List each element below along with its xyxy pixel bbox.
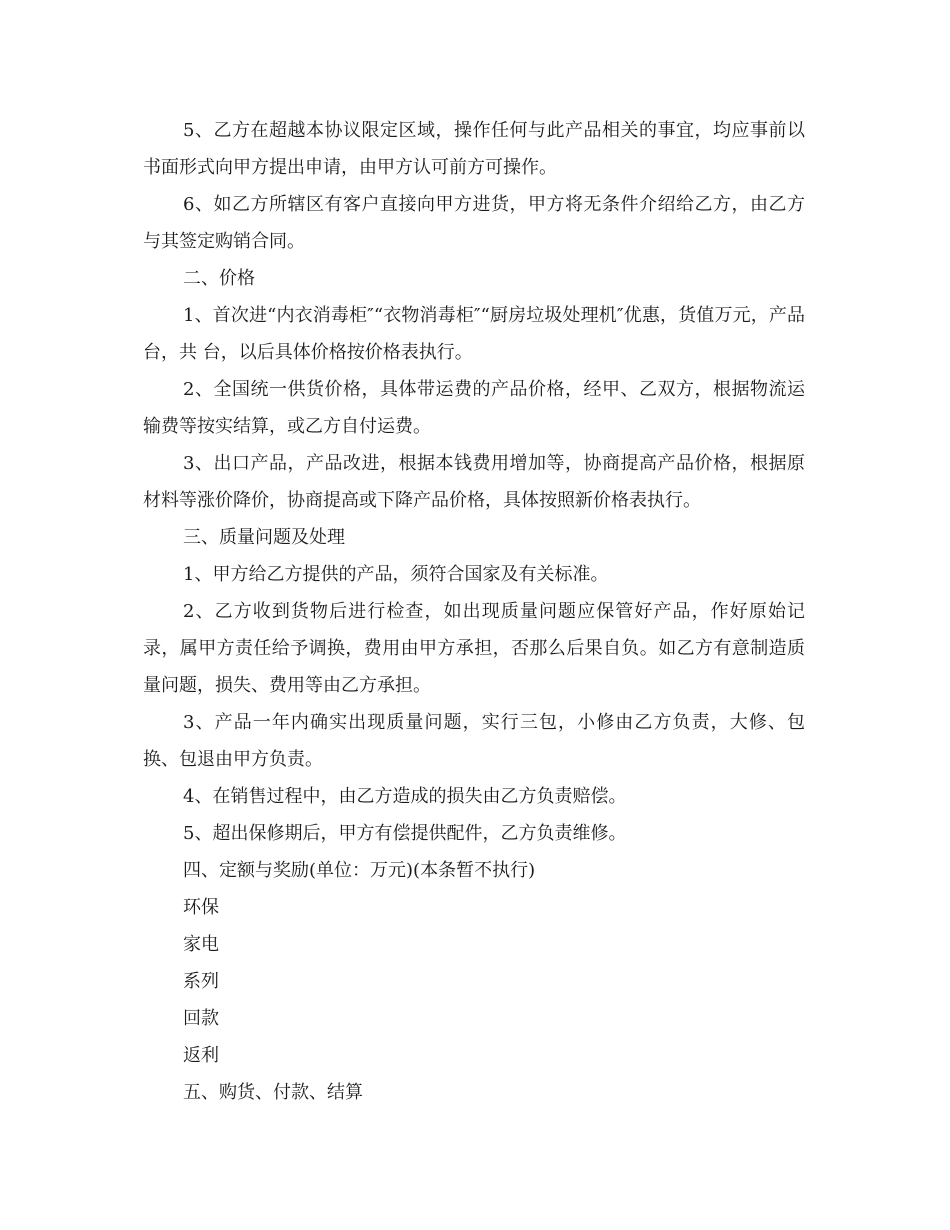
clause-paragraph: 1、首次进“内衣消毒柜″“衣物消毒柜″“厨房垃圾处理机″优惠，货值万元，产品 台，共 台，以后具体价格按价格表执行。	[143, 305, 805, 363]
clause-paragraph: 5、超出保修期后，甲方有偿提供配件，乙方负责维修。	[183, 823, 627, 844]
table-cell-text: 环保	[183, 897, 219, 918]
section-heading: 四、定额与奖励(单位：万元)(本条暂不执行)	[183, 860, 536, 881]
clause-paragraph: 5、乙方在超越本协议限定区域，操作任何与此产品相关的事宜，均应事前以书面形式向甲方提出申请，由甲方认可前方可操作。	[143, 120, 805, 178]
section-heading: 五、购货、付款、结算	[183, 1082, 363, 1103]
section-heading: 二、价格	[183, 268, 255, 289]
section-heading: 三、质量问题及处理	[183, 527, 345, 548]
table-cell-text: 返利	[183, 1045, 219, 1066]
table-cell-text: 系列	[183, 971, 219, 992]
clause-paragraph: 2、全国统一供货价格，具体带运费的产品价格，经甲、乙双方，根据物流运输费等按实结算，或乙方自付运费。	[143, 379, 805, 437]
clause-paragraph: 2、乙方收到货物后进行检查，如出现质量问题应保管好产品，作好原始记录，属甲方责任给予调换，费用由甲方承担，否那么后果自负。如乙方有意制造质量问题，损失、费用等由乙方承担。	[143, 601, 805, 696]
clause-paragraph: 1、甲方给乙方提供的产品，须符合国家及有关标准。	[183, 564, 609, 585]
document-body	[143, 112, 805, 1111]
clause-paragraph: 3、出口产品，产品改进，根据本钱费用增加等，协商提高产品价格，根据原材料等涨价降价，协商提高或下降产品价格，具体按照新价格表执行。	[143, 453, 805, 511]
clause-paragraph: 6、如乙方所辖区有客户直接向甲方进货，甲方将无条件介绍给乙方，由乙方与其签定购销合同。	[143, 194, 805, 252]
clause-paragraph: 4、在销售过程中，由乙方造成的损失由乙方负责赔偿。	[183, 786, 627, 807]
clause-paragraph: 3、产品一年内确实出现质量问题，实行三包，小修由乙方负责，大修、包换、包退由甲方负责。	[143, 712, 805, 770]
table-cell-text: 家电	[183, 934, 219, 955]
table-cell-text: 回款	[183, 1008, 219, 1029]
